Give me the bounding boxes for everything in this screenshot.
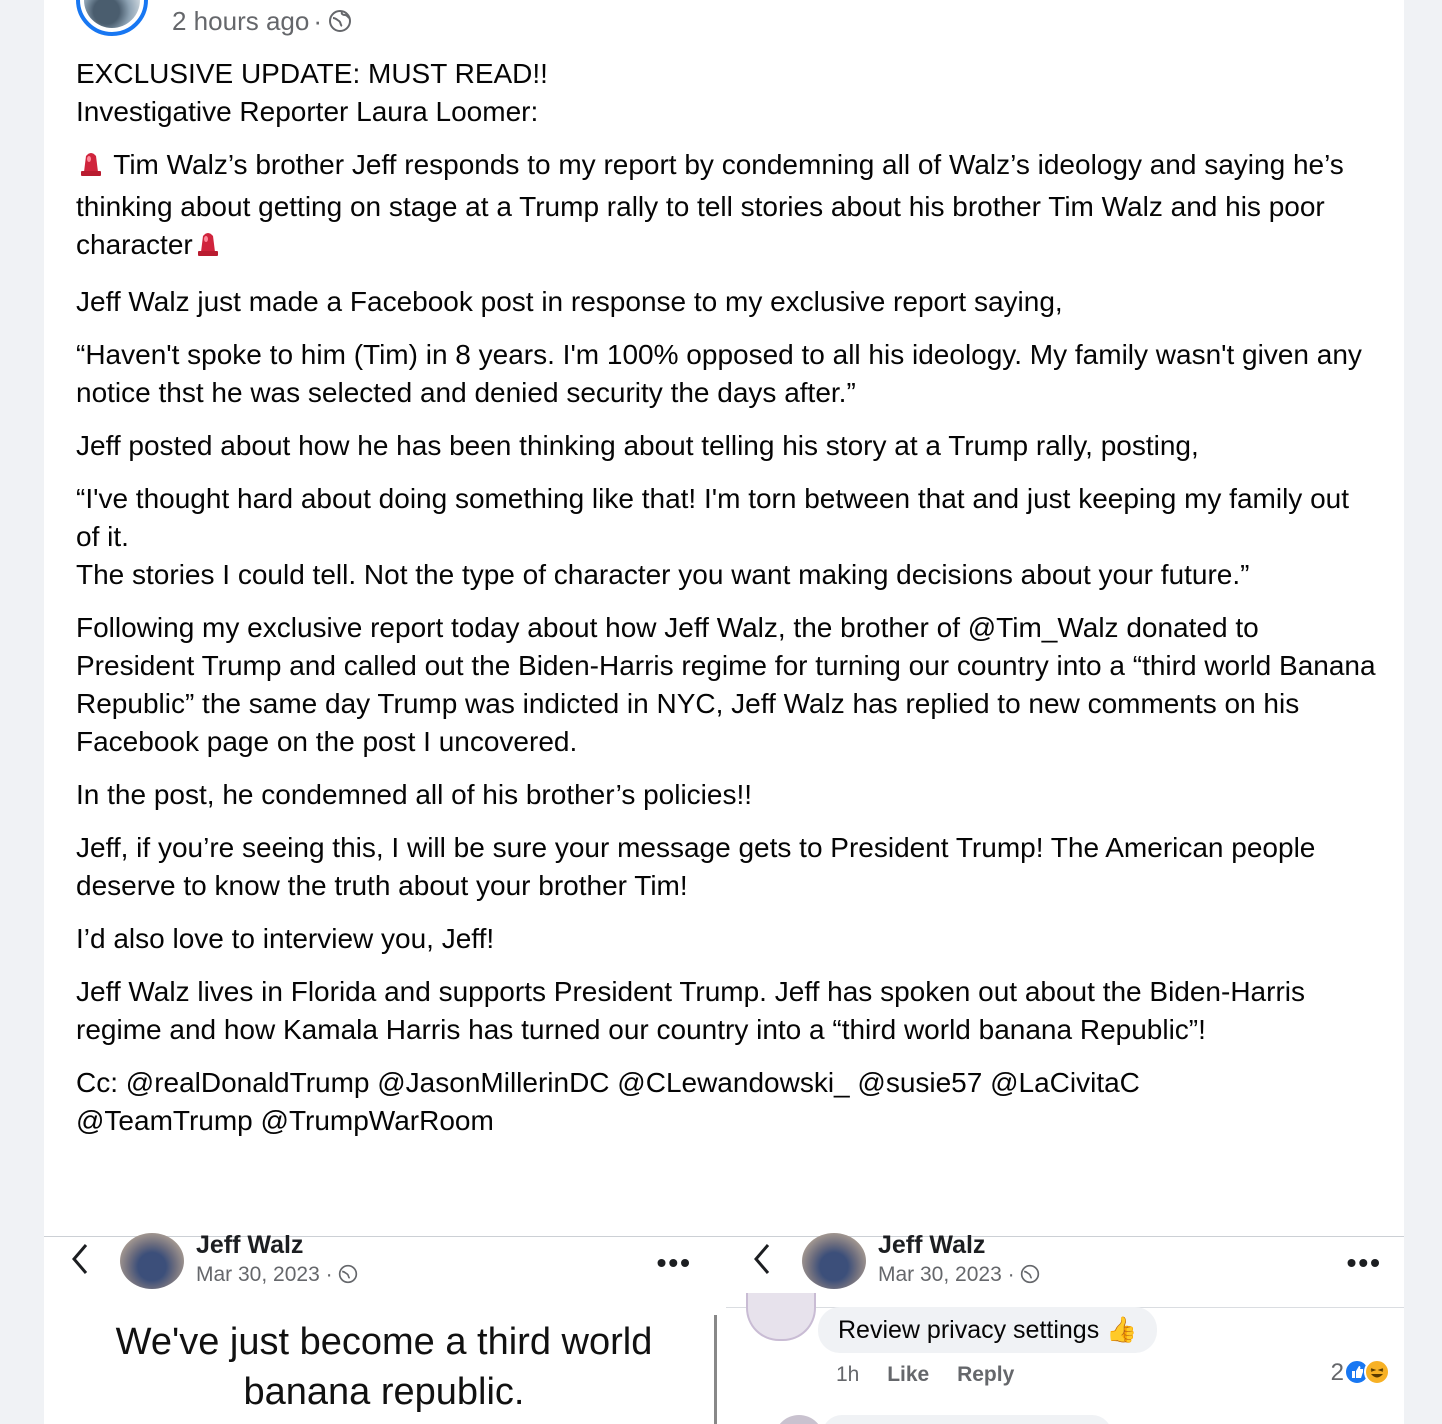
post-card — [44, 0, 1404, 1424]
globe-icon[interactable] — [328, 7, 352, 41]
comment-actions — [836, 1363, 1036, 1387]
reply-link: Reply — [957, 1363, 1015, 1386]
back-chevron-icon — [66, 1241, 96, 1277]
screenshot-left[interactable] — [44, 1231, 714, 1424]
post-line: Tim Walz’s brother Jeff responds to my report by condemning all of Walz’s ideology and saying he’s thinking about getting on stage at a Trump rally to tell stories about his brother Tim Walz and his poor character — [76, 149, 1344, 260]
profile-name: Jeff Walz — [878, 1231, 986, 1259]
post-paragraph: Jeff Walz lives in Florida and supports President Trump. Jeff has spoken out about the Biden-Harris regime and how Kamala Harris has turned our country into a “third world banana Republic”! — [76, 976, 1305, 1045]
post-date-text: Mar 30, 2023 · — [878, 1263, 1015, 1286]
screenshot-right[interactable] — [726, 1231, 1404, 1424]
comment-bubble — [822, 1415, 1112, 1424]
post-date-text: Mar 30, 2023 · — [196, 1263, 333, 1286]
commenter-avatar — [746, 1293, 816, 1341]
post-line: EXCLUSIVE UPDATE: MUST READ!! — [76, 58, 548, 89]
post-paragraph: Following my exclusive report today about how Jeff Walz, the brother of @Tim_Walz donated to President Trump and called out the Biden-Harris regime for turning our country into a “third world Banana Republic” the same day Trump was indicted in NYC, Jeff Walz has replied to new comments on his Facebook page on the post I uncovered. — [76, 612, 1376, 757]
post-line: @TeamTrump @TrumpWarRoom — [76, 1105, 494, 1136]
post-header — [76, 0, 676, 44]
siren-icon — [193, 228, 223, 268]
siren-icon — [76, 148, 106, 188]
post-paragraph: In the post, he condemned all of his brother’s policies!! — [76, 779, 753, 810]
quote-line: banana republic. — [243, 1371, 525, 1413]
more-options-icon: ••• — [656, 1247, 692, 1278]
meta-separator: · — [313, 6, 322, 36]
post-paragraph — [76, 55, 1376, 131]
post-paragraph: I’d also love to interview you, Jeff! — [76, 923, 495, 954]
divider-line — [714, 1315, 717, 1424]
reaction-count: 2 — [1330, 1359, 1344, 1386]
quote-text — [74, 1317, 694, 1417]
post-paragraph — [76, 146, 1376, 268]
avatar — [774, 1415, 824, 1424]
post-paragraph: Jeff, if you’re seeing this, I will be sure your message gets to President Trump! The American people deserve to know the truth about your brother Tim! — [76, 832, 1316, 901]
quote-line: We've just become a third world — [115, 1321, 653, 1363]
comment-time: 1h — [836, 1363, 860, 1386]
post-paragraph — [76, 1064, 1376, 1140]
post-body — [76, 55, 1376, 1155]
comment-bubble: Review privacy settings 👍 — [818, 1307, 1157, 1353]
reaction-summary — [1331, 1359, 1390, 1392]
back-chevron-icon — [748, 1241, 778, 1277]
globe-icon — [338, 1263, 358, 1286]
post-paragraph: Jeff posted about how he has been thinking about telling his story at a Trump rally, posting, — [76, 430, 1199, 461]
post-line: Cc: @realDonaldTrump @JasonMillerinDC @CLewandowski_ @susie57 @LaCivitaC — [76, 1067, 1140, 1098]
avatar — [802, 1233, 866, 1289]
author-avatar[interactable] — [76, 0, 148, 36]
haha-reaction-icon — [1364, 1359, 1390, 1392]
post-line: “I've thought hard about doing something like that! I'm torn between that and just keeping my family out of it. — [76, 483, 1349, 552]
attached-screenshots[interactable] — [44, 1231, 1404, 1424]
post-date — [878, 1263, 1040, 1287]
post-paragraph — [76, 480, 1376, 594]
post-line: The stories I could tell. Not the type of character you want making decisions about your future.” — [76, 559, 1250, 590]
post-paragraph: “Haven't spoke to him (Tim) in 8 years. I'm 100% opposed to all his ideology. My family wasn't given any notice thst he was selected and denied security the days after.” — [76, 339, 1362, 408]
post-meta — [172, 4, 352, 41]
post-date — [196, 1263, 358, 1287]
post-paragraph: Jeff Walz just made a Facebook post in response to my exclusive report saying, — [76, 286, 1063, 317]
like-link: Like — [887, 1363, 930, 1386]
profile-name: Jeff Walz — [196, 1231, 304, 1259]
globe-icon — [1020, 1263, 1040, 1286]
post-timestamp[interactable]: 2 hours ago — [172, 6, 310, 36]
post-line: Investigative Reporter Laura Loomer: — [76, 96, 539, 127]
more-options-icon: ••• — [1346, 1247, 1382, 1278]
avatar — [120, 1233, 184, 1289]
